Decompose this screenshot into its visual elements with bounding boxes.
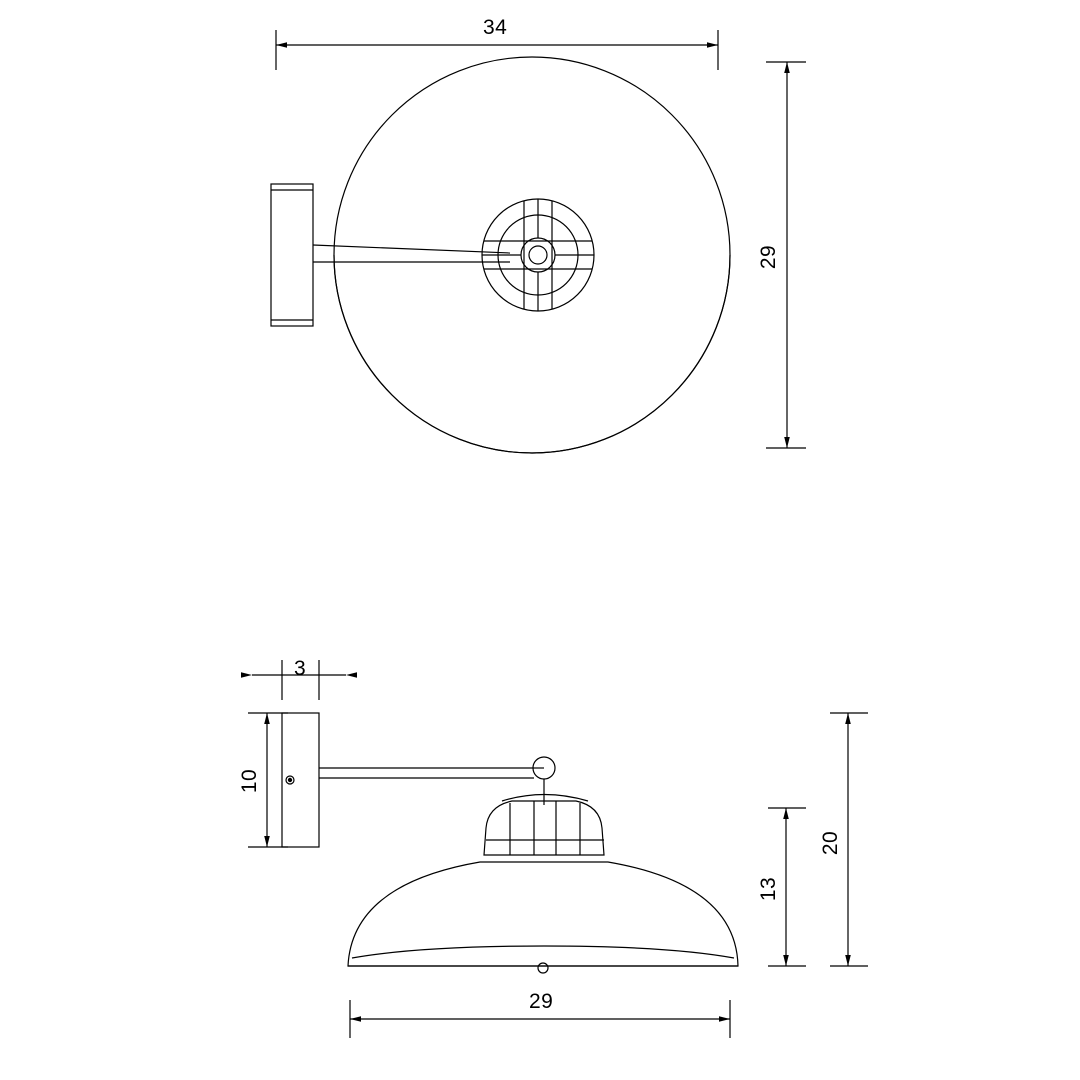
backplate-height-label: 10 bbox=[238, 768, 262, 794]
side-shade-inner-rim bbox=[352, 946, 734, 958]
side-view-dimension-lines bbox=[248, 660, 868, 1038]
front-view-dimension-lines bbox=[276, 30, 806, 448]
shade-diameter-label: 29 bbox=[529, 990, 554, 1013]
front-view-geometry bbox=[271, 57, 730, 453]
front-shade-outline bbox=[334, 57, 730, 453]
front-hub-inner bbox=[521, 238, 555, 272]
backplate-width-label: 3 bbox=[294, 657, 307, 680]
front-shade-rim bbox=[334, 255, 730, 453]
front-height-label: 29 bbox=[757, 244, 781, 270]
side-socket-cap bbox=[502, 795, 588, 802]
front-hub-center bbox=[529, 246, 547, 264]
side-wall-plate bbox=[282, 713, 319, 847]
side-plate-screw-dot bbox=[288, 778, 291, 781]
side-shade-finial bbox=[538, 963, 548, 973]
shade-height-label: 13 bbox=[757, 876, 781, 902]
front-width-label: 34 bbox=[483, 16, 508, 39]
front-arm-top bbox=[313, 245, 510, 253]
side-view-geometry bbox=[282, 713, 738, 973]
front-wall-plate bbox=[271, 184, 313, 326]
total-height-label: 20 bbox=[819, 830, 843, 856]
side-socket-housing bbox=[484, 801, 604, 855]
